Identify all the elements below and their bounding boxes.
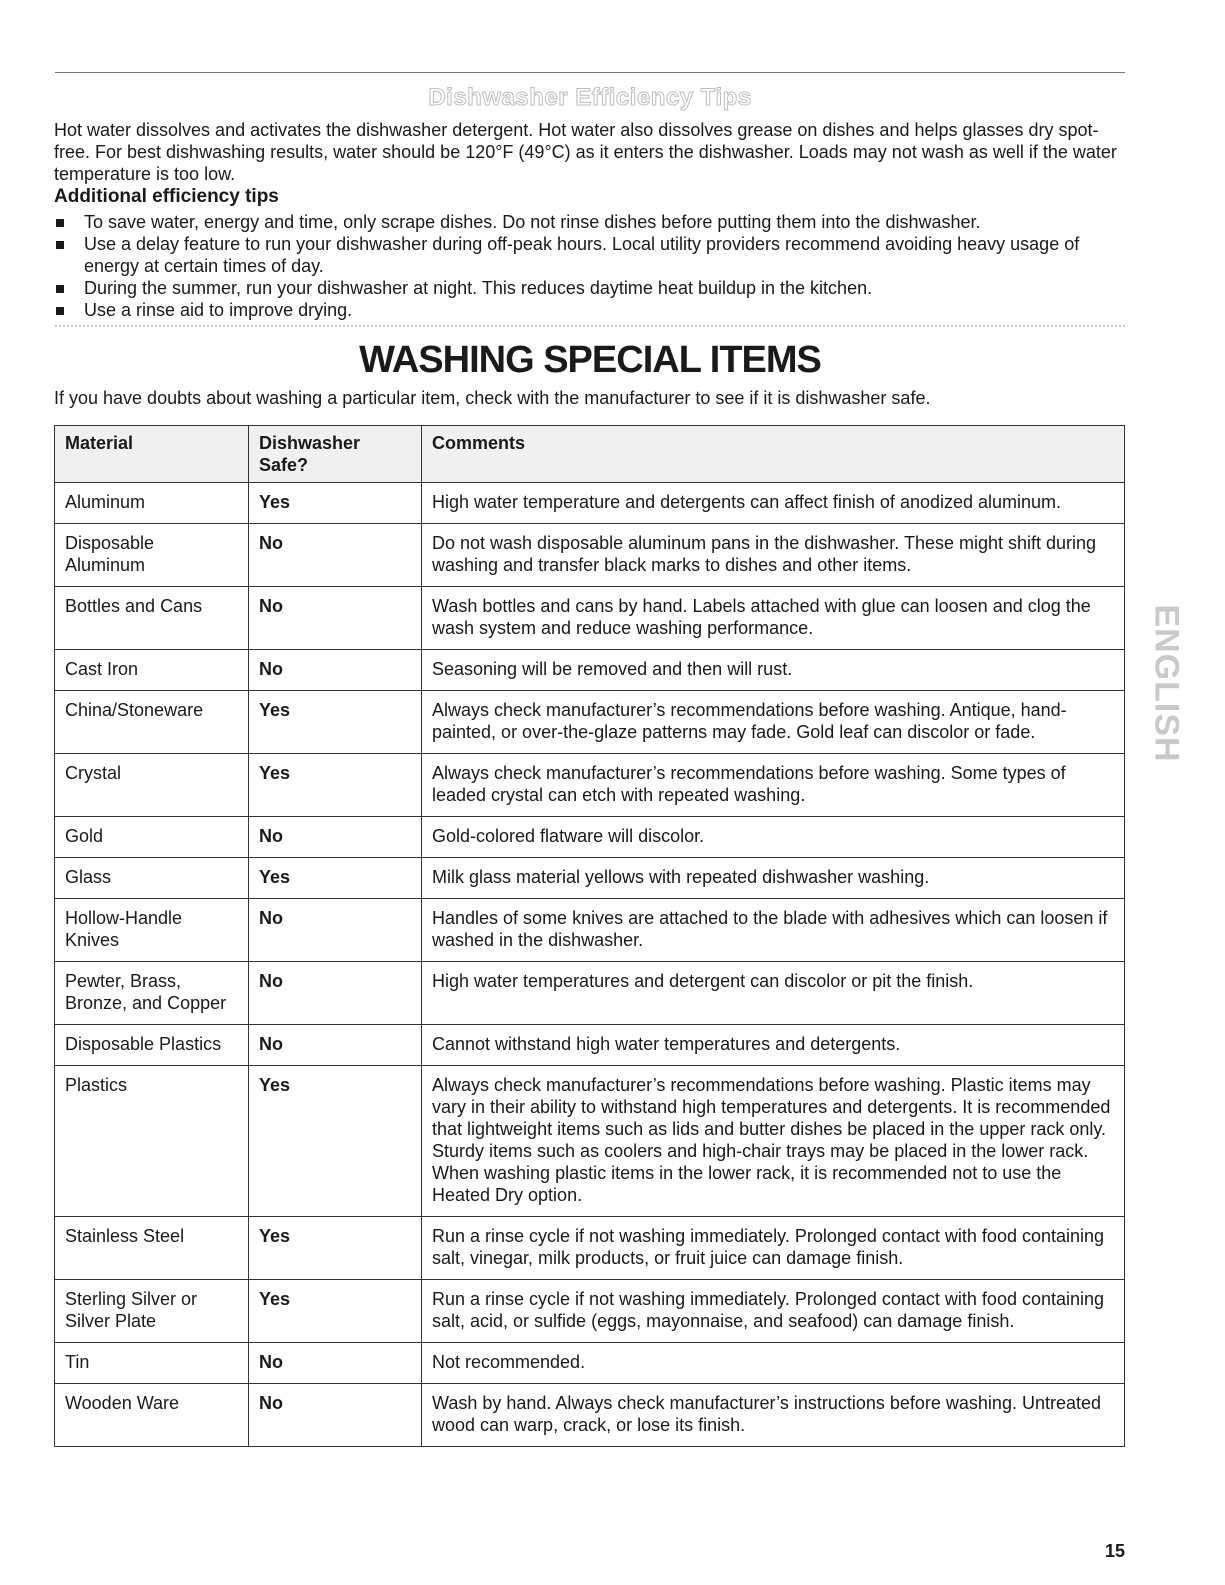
tips-list <box>54 211 1129 321</box>
table-row <box>55 587 1125 650</box>
cell-material: China/Stoneware <box>55 691 249 754</box>
cell-dishwasher-safe: No <box>249 1343 422 1384</box>
cell-dishwasher-safe: No <box>249 899 422 962</box>
special-items-table <box>54 425 1125 1447</box>
cell-dishwasher-safe: Yes <box>249 691 422 754</box>
efficiency-intro-text: Hot water dissolves and activates the dishwasher detergent. Hot water also dissolves grease on dishes and helps glasses dry spot-free. For best dishwashing results, water should be 120°F (49°C) as it enters the dishwasher. Loads may not wash as well if the water temperature is too low. <box>54 120 1117 184</box>
cell-dishwasher-safe: Yes <box>249 483 422 524</box>
cell-dishwasher-safe: No <box>249 817 422 858</box>
cell-dishwasher-safe: No <box>249 524 422 587</box>
tip-item <box>54 233 1129 277</box>
page-number: 15 <box>1104 1541 1125 1561</box>
table-row <box>55 962 1125 1025</box>
cell-dishwasher-safe: No <box>249 650 422 691</box>
dotted-divider <box>55 325 1125 327</box>
cell-comment: Wash by hand. Always check manufacturer’s instructions before washing. Untreated wood can warp, crack, or lose its finish. <box>422 1384 1125 1447</box>
cell-dishwasher-safe: Yes <box>249 754 422 817</box>
cell-material: Plastics <box>55 1066 249 1217</box>
cell-material: Disposable Aluminum <box>55 524 249 587</box>
cell-comment: High water temperatures and detergent can discolor or pit the finish. <box>422 962 1125 1025</box>
table-body <box>55 483 1125 1447</box>
cell-comment: High water temperature and detergents can affect finish of anodized aluminum. <box>422 483 1125 524</box>
cell-comment: Wash bottles and cans by hand. Labels attached with glue can loosen and clog the wash system and reduce washing performance. <box>422 587 1125 650</box>
cell-dishwasher-safe: No <box>249 1025 422 1066</box>
cell-material: Gold <box>55 817 249 858</box>
bullet-icon <box>56 219 64 227</box>
section-title: WASHING SPECIAL ITEMS <box>359 339 821 381</box>
tip-item <box>54 277 1129 299</box>
header-dishwasher-safe: Dishwasher Safe? <box>249 426 422 483</box>
cell-comment: Do not wash disposable aluminum pans in the dishwasher. These might shift during washing and transfer black marks to dishes and other items. <box>422 524 1125 587</box>
header-material: Material <box>55 426 249 483</box>
cell-material: Tin <box>55 1343 249 1384</box>
cell-dishwasher-safe: Yes <box>249 1280 422 1343</box>
cell-material: Pewter, Brass, Bronze, and Copper <box>55 962 249 1025</box>
cell-material: Wooden Ware <box>55 1384 249 1447</box>
table-header-row <box>55 426 1125 483</box>
cell-material: Disposable Plastics <box>55 1025 249 1066</box>
cell-material: Stainless Steel <box>55 1217 249 1280</box>
tip-item <box>54 211 1129 233</box>
tip-item <box>54 299 1129 321</box>
table-row <box>55 1280 1125 1343</box>
table-row <box>55 1217 1125 1280</box>
cell-material: Glass <box>55 858 249 899</box>
cell-material: Cast Iron <box>55 650 249 691</box>
table-row <box>55 754 1125 817</box>
table-row <box>55 1025 1125 1066</box>
cell-material: Hollow-Handle Knives <box>55 899 249 962</box>
tip-text: Use a rinse aid to improve drying. <box>84 300 353 320</box>
table-row <box>55 524 1125 587</box>
tip-text: During the summer, run your dishwasher at night. This reduces daytime heat buildup in the kitchen. <box>84 278 873 298</box>
cell-material: Sterling Silver or Silver Plate <box>55 1280 249 1343</box>
top-divider <box>55 72 1125 73</box>
table-row <box>55 1384 1125 1447</box>
cell-comment: Always check manufacturer’s recommendations before washing. Plastic items may vary in their ability to withstand high temperatures and detergents. It is recommended that lightweight items such as lids and butter dishes be placed in the upper rack only. Sturdy items such as coolers and high-chair trays may be placed in the lower rack. When washing plastic items in the lower rack, it is recommended not to use the Heated Dry option. <box>422 1066 1125 1217</box>
cell-comment: Handles of some knives are attached to the blade with adhesives which can loosen if washed in the dishwasher. <box>422 899 1125 962</box>
efficiency-tips-heading: Dishwasher Efficiency Tips <box>428 84 752 111</box>
header-comments: Comments <box>422 426 1125 483</box>
table-row <box>55 817 1125 858</box>
cell-comment: Run a rinse cycle if not washing immediately. Prolonged contact with food containing salt, vinegar, milk products, or fruit juice can damage finish. <box>422 1217 1125 1280</box>
table-row <box>55 650 1125 691</box>
cell-comment: Run a rinse cycle if not washing immediately. Prolonged contact with food containing salt, acid, or sulfide (eggs, mayonnaise, and seafood) can damage finish. <box>422 1280 1125 1343</box>
cell-dishwasher-safe: Yes <box>249 1066 422 1217</box>
cell-dishwasher-safe: Yes <box>249 1217 422 1280</box>
cell-dishwasher-safe: No <box>249 587 422 650</box>
cell-comment: Not recommended. <box>422 1343 1125 1384</box>
table-row <box>55 858 1125 899</box>
bullet-icon <box>56 285 64 293</box>
cell-dishwasher-safe: No <box>249 1384 422 1447</box>
section-intro-text: If you have doubts about washing a particular item, check with the manufacturer to see if it is dishwasher safe. <box>54 388 931 408</box>
cell-comment: Cannot withstand high water temperatures and detergents. <box>422 1025 1125 1066</box>
cell-material: Aluminum <box>55 483 249 524</box>
cell-comment: Milk glass material yellows with repeated dishwasher washing. <box>422 858 1125 899</box>
tip-text: To save water, energy and time, only scrape dishes. Do not rinse dishes before putting them into the dishwasher. <box>84 212 981 232</box>
cell-comment: Gold-colored flatware will discolor. <box>422 817 1125 858</box>
bullet-icon <box>56 307 64 315</box>
table-row <box>55 899 1125 962</box>
additional-tips-heading: Additional efficiency tips <box>54 186 279 207</box>
cell-comment: Always check manufacturer’s recommendations before washing. Antique, hand-painted, or over-the-glaze patterns may fade. Gold leaf can discolor or fade. <box>422 691 1125 754</box>
cell-dishwasher-safe: Yes <box>249 858 422 899</box>
language-side-tab <box>1147 568 1186 798</box>
cell-dishwasher-safe: No <box>249 962 422 1025</box>
bullet-icon <box>56 241 64 249</box>
table-row <box>55 483 1125 524</box>
language-label: ENGLISH <box>1147 603 1186 763</box>
table-row <box>55 1066 1125 1217</box>
table-row <box>55 691 1125 754</box>
cell-material: Crystal <box>55 754 249 817</box>
table-row <box>55 1343 1125 1384</box>
cell-comment: Always check manufacturer’s recommendations before washing. Some types of leaded crystal can etch with repeated washing. <box>422 754 1125 817</box>
tip-text: Use a delay feature to run your dishwasher during off-peak hours. Local utility providers recommend avoiding heavy usage of energy at certain times of day. <box>84 234 1080 276</box>
cell-material: Bottles and Cans <box>55 587 249 650</box>
cell-comment: Seasoning will be removed and then will rust. <box>422 650 1125 691</box>
